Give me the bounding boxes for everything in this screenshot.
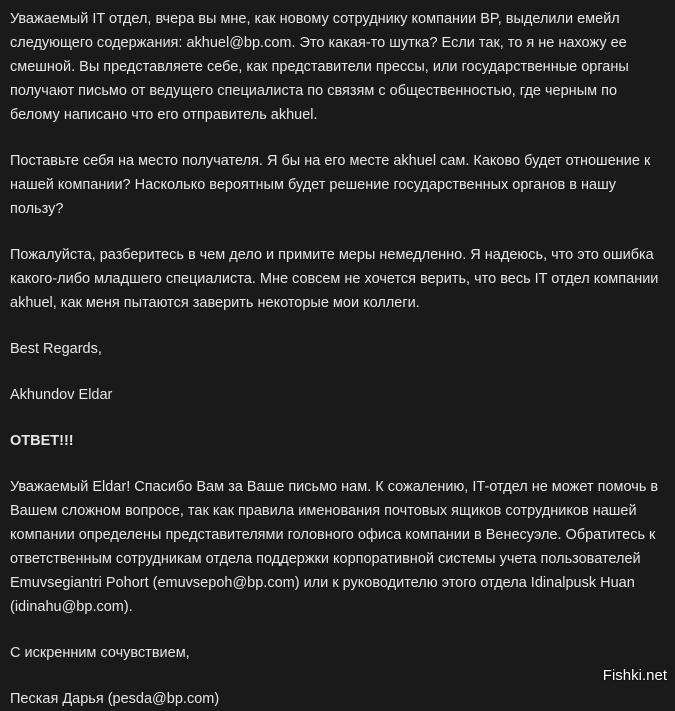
reply-signature: Пеская Дарья (pesda@bp.com) [10, 691, 220, 707]
reply-heading: ОТВЕТ!!! [10, 433, 74, 449]
letter-paragraph-3: Пожалуйста, разберитесь в чем дело и примите меры немедленно. Я надеюсь, что это ошибка какого-либо младшего специалиста. Мне совсем не хочется верить, что весь IT отдел компании akhuel, как меня пытаются заверить некоторые мои коллеги. [10, 247, 659, 311]
letter-paragraph-1: Уважаемый IT отдел, вчера вы мне, как новому сотруднику компании BP, выделили емейл следующего содержания: akhuel@bp.com. Это какая-то шутка? Если так, то я не нахожу ее смешной. Вы представляете себе, как представители прессы, или государственные органы получают письмо от ведущего специалиста по связям с общественностью, где черным по белому написано что его отправитель akhuel. [10, 11, 629, 123]
reply-closing: С искренним сочувствием, [10, 645, 190, 661]
letter-signature: Akhundov Eldar [10, 387, 113, 403]
watermark-logo: Fishki.net [602, 667, 667, 684]
reply-paragraph-1: Уважаемый Eldar! Спасибо Вам за Ваше письмо нам. К сожалению, IT-отдел не может помочь в Вашем сложном вопросе, так как правила именования почтовых ящиков сотрудников нашей компании определены представителями головного офиса компании в Венесуэле. Обратитесь к ответственным сотрудникам отдела поддержки корпоративной системы учета пользователей Emuvsegiantri Pohort (emuvsepoh@bp.com) или к руководителю этого отдела Idinalpusk Huan (idinahu@bp.com). [10, 479, 659, 615]
letter-closing: Best Regards, [10, 341, 102, 357]
letter-paragraph-2: Поставьте себя на место получателя. Я бы на его месте akhuel сам. Каково будет отношение к нашей компании? Насколько вероятным будет решение государственных органов в нашу пользу? [10, 153, 651, 217]
